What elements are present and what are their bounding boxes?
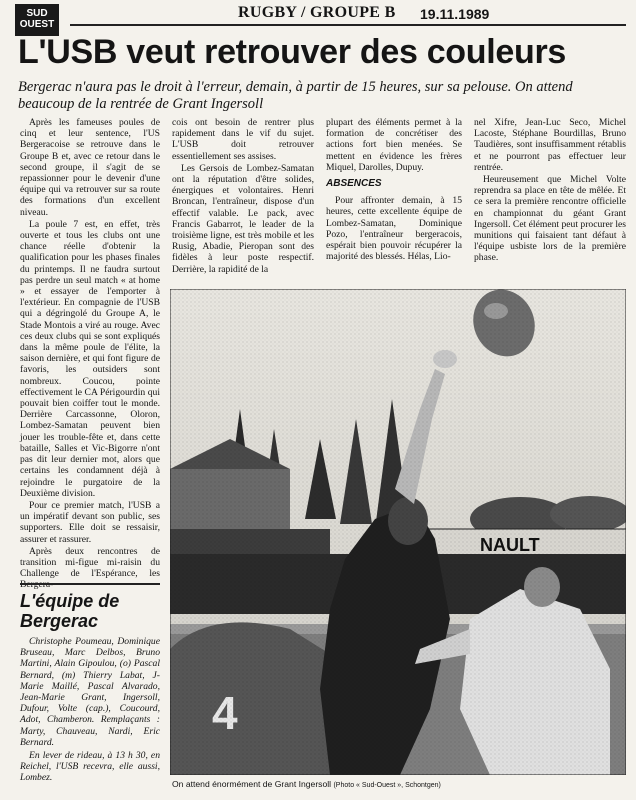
paragraph: Après les fameuses poules de cinq et leur sentence, l'US Bergeracoise se retrouve dans le Groupe B et, avec ce retour dans le second groupe, il s'agit de se repassionner pour le devenir d'une équipe qui va retrouver sur sa route des formations d'un excellent niveau.	[20, 117, 160, 218]
deck: Bergerac n'aura pas le droit à l'erreur, demain, à partir de 15 heures, sur sa pelouse. On attend beaucoup de la rentrée de Grant Ingersoll	[18, 79, 573, 112]
photo-caption	[172, 779, 626, 789]
subhead-absences: ABSENCES	[326, 178, 382, 190]
paragraph: nel Xifre, Jean-Luc Seco, Michel Lacoste, Stéphane Bourdillas, Bruno Taudières, sont insuffisamment rétablis et ne pourront pas effectuer leur rentrée.	[474, 117, 626, 173]
article-column-2	[172, 117, 314, 276]
team-box-title-line-2: Bergerac	[20, 611, 99, 631]
logo-line-1: SUD	[26, 8, 48, 19]
paragraph: Après deux rencontres de transition mi-figue mi-raisin du Challenge de l'Espérance, les	[20, 545, 160, 580]
section-rubric: RUGBY / GROUPE B	[238, 4, 396, 21]
team-box-title	[20, 591, 160, 631]
paragraph: La poule 7 est, en effet, très ouverte et tous les clubs ont une chance réelle d'obtenir la qualification pour les phases finales du printemps. Il ne faudra surtout pas perdre un seul match « at home » et essayer de l'emporter à l'extérieur. En compagnie de l'USB qui a dégringolé du Groupe A, le Stade Montois a viré au rouge. Avec ces deux clubs qui se sont expliqués dans la même poule de l'élite, la saison dernière, et qui font figure de favoris, les outsiders sont nombreux. Coucou, pointe effectivement le CA Périgourdin qui pouvait bien coiffer tout le monde. Derrière Carcassonne, Oloron, Lombez-Samatan peuvent bien jouer les trouble-fête et, dans cette bataille, Salles et Vic-Bigorre n'ont pas dit leur dernier mot, alors que certains les condamnent déjà à rejoindre le purgatoire de la Deuxième division.	[20, 218, 160, 499]
article-column-4	[474, 117, 626, 265]
photo-credit: (Photo « Sud-Ouest », Schontgen)	[333, 782, 441, 789]
paragraph: Heureusement que Michel Volte reprendra sa place en tête de mêlée. Et ce sera la première rencontre officielle en championnat du géant Grant Ingersoll. Cet élément peut procurer les munitions qui faisaient tant défaut à l'équipe usbiste lors de la première phase.	[474, 174, 626, 264]
team-box-title-line-1: L'équipe de	[20, 591, 120, 611]
team-box-rule	[20, 583, 160, 585]
article-column-3	[326, 117, 462, 263]
caption-text: On attend énormément de Grant Ingersoll	[172, 779, 332, 789]
masthead-rule	[70, 24, 626, 26]
paragraph: Les Gersois de Lombez-Samatan ont la réputation d'être solides, énergiques et volontaires. Henri Broncan, l'entraîneur, dispose d'un effectif valable. Le pack, avec Francis Gabarrot, le leader de la troisième ligne, est très mobile et les Rusig, Abadie, Pieropan sont des fidèles à leur poste respectif. Derrière, la rapidité de la	[172, 162, 314, 275]
team-lineup: Christophe Poumeau, Dominique Bruseau, Marc Delbos, Bruno Martini, Alain Gipoulou, (o) Pascal Bernard, (m) Thierry Labat, J-Marie Maillé, Pascal Alvarado, Jean-Marie Grant, Ingersoll, Dufour, Volte (cap.), Coucourd, Adot, Chamberon. Remplaçants : Marty, Chauveau, Nardi, Eric Bernard.	[20, 636, 160, 748]
paragraph: cois ont besoin de rentrer plus rapidement dans le vif du sujet. L'USB doit retrouver essentiellement ses assises.	[172, 117, 314, 162]
logo-line-2: OUEST	[19, 19, 55, 30]
paragraph: plupart des éléments permet à la formation de concrétiser des actions fort bien menées. Se mettent en évidence les frères Miquel, Darolles, Dupuy.	[326, 117, 462, 173]
curtain-raiser-note: En lever de rideau, à 13 h 30, en Reichel, l'USB recevra, elle aussi, Lombez.	[20, 750, 160, 784]
publication-date: 19.11.1989	[420, 6, 490, 22]
paragraph: Pour ce premier match, l'USB a un impératif devant son public, ses supporters. Elle doit se ressaisir, assurer et rassurer.	[20, 499, 160, 545]
headline: L'USB veut retrouver des couleurs	[18, 33, 567, 71]
article-column-1	[20, 117, 160, 592]
paragraph: Pour affronter demain, à 15 heures, cette excellente équipe de Lombez-Samatan, Dominique Pozo, l'entraîneur bergeracois, espérait bien pouvoir récupérer la majorité des blessés. Hélas, Lio-	[326, 195, 462, 263]
rugby-lineout-photo	[170, 289, 626, 775]
team-box-body	[20, 636, 160, 786]
